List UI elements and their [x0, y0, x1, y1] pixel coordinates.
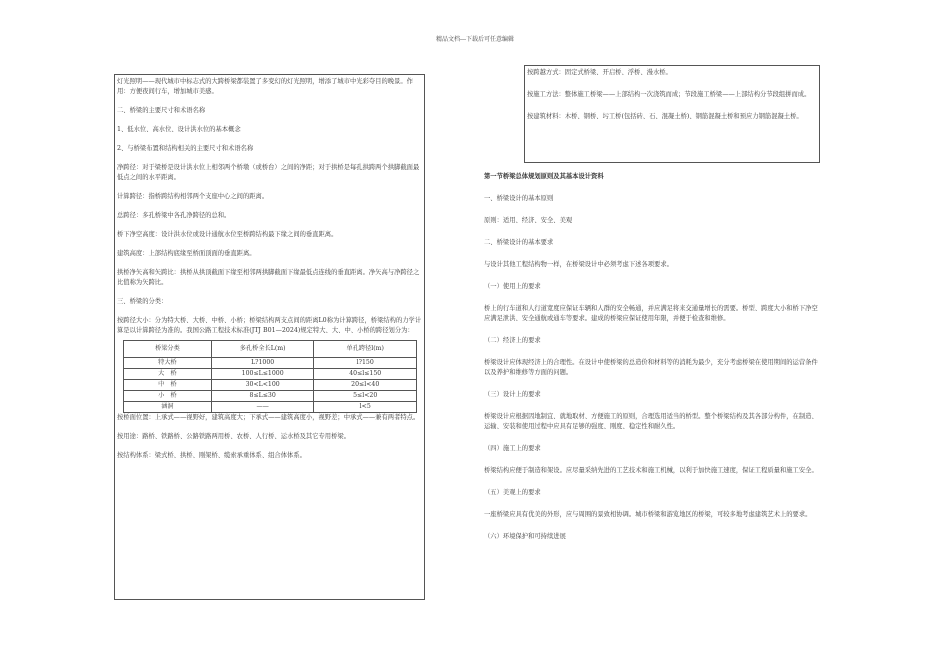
- table-header: 多孔桥全长L(m): [211, 341, 314, 358]
- section-heading: 三、桥梁的分类：: [117, 298, 168, 305]
- table-cell: 中 桥: [124, 380, 212, 391]
- paragraph: 净跨径：对于梁桥是设计洪水位上相邻两个桥墩（或桥台）之间的净距；对于拱桥是每孔拱跨两个拱脚截面最低点之间的水平距离。: [117, 164, 420, 181]
- table-cell: 特大桥: [124, 358, 212, 369]
- paragraph: 2、与桥梁布置和结构相关的主要尺寸和术语名称: [117, 145, 254, 152]
- paragraph: 按用途：路桥、铁路桥、公路铁路两用桥、农桥、人行桥、运水桥及其它专用桥梁。: [117, 433, 350, 440]
- table-row: [124, 358, 417, 369]
- subsection-heading: （二）经济上的要求: [484, 337, 541, 344]
- paragraph: 拱桥净矢高和矢跨比：拱桥从拱顶截面下缘至相邻两拱脚截面下缘最低点连线的垂直距离。净矢高与净跨径之比值称为矢跨比。: [117, 269, 420, 286]
- table-cell: 100≤L≤1000: [211, 369, 314, 380]
- subsection-heading: （五）美观上的要求: [484, 489, 541, 496]
- paragraph: 按跨径大小：分为特大桥、大桥、中桥、小桥；桥梁结构两支点间的距离L0称为计算跨径，桥梁结构的力学计算是以计算跨径为准的。我国公路工程技术标准(JTJ B01—2024)规定特大、大、中、小桥的跨径划分为：: [117, 317, 422, 334]
- table-header: 桥梁分类: [124, 341, 212, 358]
- subsection-heading: （四）施工上的要求: [484, 445, 541, 452]
- section-heading: 二、桥梁的主要尺寸和术语名称: [117, 107, 206, 114]
- table-cell: ——: [211, 402, 314, 413]
- paragraph: 建筑高度：上部结构底缘至桥面顶面的垂直距离。: [117, 250, 256, 257]
- paragraph: 总跨径：多孔桥梁中各孔净跨径的总和。: [117, 212, 231, 219]
- paragraph: 桥梁设计应体现经济上的合理性。在设计中使桥梁的总造价和材料等的消耗为最少，充分考虑桥梁在使用期间的运营条件以及养护和维修等方面的问题。: [484, 359, 818, 376]
- table-row: [124, 391, 417, 402]
- paragraph: 按施工方法：整体施工桥梁——上部结构一次浇筑而成；节段施工桥梁——上部结构分节段组拼而成。: [527, 91, 811, 98]
- paragraph: 桥梁设计应根据因地制宜、就地取材、方便施工的原则，合理选用适当的桥型。整个桥梁结构及其各部分构件，在制造、运输、安装和使用过程中应具有足够的强度、刚度、稳定性和耐久性。: [484, 413, 818, 430]
- table-cell: 小 桥: [124, 391, 212, 402]
- section-title: 第一节桥梁总体规划原则及其基本设计资料: [484, 173, 604, 180]
- table-cell: 8≤L≤30: [211, 391, 314, 402]
- subsection-heading: （三）设计上的要求: [484, 391, 541, 398]
- table-header: 单孔跨径l(m): [314, 341, 417, 358]
- table-header-row: [124, 341, 417, 358]
- paragraph: 灯光照明——现代城市中标志式的大跨桥梁都装置了多变幻的灯光照明，增添了城市中光彩夺目的晚景。作用：方便夜间行车，增加城市美感。: [117, 78, 413, 95]
- table-cell: 30<L<100: [211, 380, 314, 391]
- span-classification-table: [123, 340, 417, 413]
- paragraph: 计算跨径：指桥跨结构相邻两个支座中心之间的距离。: [117, 193, 269, 200]
- page-header: 精品文档---下载后可任意编辑: [435, 36, 515, 43]
- paragraph: 1、低水位、高水位、设计洪水位的基本概念: [117, 126, 241, 133]
- table-cell: 40≤l≤150: [314, 369, 417, 380]
- table-cell: 20≤l<40: [314, 380, 417, 391]
- table-cell: l?150: [314, 358, 417, 369]
- right-top-box: [524, 65, 820, 163]
- paragraph: 按桥面位置：上承式——视野好，建筑高度大；下承式——建筑高度小，视野差；中承式——兼有两者特点。: [117, 414, 420, 421]
- table-row: [124, 402, 417, 413]
- table-cell: l<5: [314, 402, 417, 413]
- paragraph: 原则：适用、经济、安全、美观: [484, 217, 573, 224]
- table-row: [124, 369, 417, 380]
- subsection-heading: （一）使用上的要求: [484, 283, 541, 290]
- paragraph: 按建筑材料：木桥、钢桥、圬工桥(包括砖、石、混凝土桥)、钢筋混凝土桥和预应力钢筋混凝土桥。: [527, 113, 803, 120]
- paragraph: 按跨越方式：固定式桥梁、开启桥、浮桥、漫水桥。: [527, 69, 672, 76]
- left-column: [114, 74, 425, 600]
- paragraph: 与设计其他工程结构物一样，在桥梁设计中必须考虑下述各项要求。: [484, 261, 673, 268]
- section-heading: 二、桥梁设计的基本要求: [484, 239, 554, 246]
- paragraph: 桥上的行车道和人行道宽度应保证车辆和人群的安全畅通，并应满足将来交通量增长的需要。桥型、跨度大小和桥下净空应满足泄洪、安全通航或通车等要求。建成的桥梁应保证使用年限，并便于检查和维修。: [484, 305, 818, 322]
- paragraph: 桥梁结构应便于制造和架设。应尽量采纳先进的工艺技术和施工机械，以利于加快施工速度，保证工程质量和施工安全。: [484, 467, 818, 474]
- section-heading: 一、桥梁设计的基本原则: [484, 195, 554, 202]
- table-cell: L?1000: [211, 358, 314, 369]
- table-cell: 涵洞: [124, 402, 212, 413]
- paragraph: 按结构体系：梁式桥、拱桥、刚架桥、缆索承重体系、组合体体系。: [117, 452, 306, 459]
- right-column: [484, 172, 820, 542]
- table-cell: 5≤l<20: [314, 391, 417, 402]
- table-row: [124, 380, 417, 391]
- paragraph: 桥下净空高度：设计洪水位或设计通航水位至桥跨结构最下缘之间的垂直距离。: [117, 231, 338, 238]
- subsection-heading: （六）环境保护和可持续进展: [484, 533, 566, 540]
- paragraph: 一座桥梁应具有优美的外形，应与周围的景致相协调。城市桥梁和游览地区的桥梁，可较多地考虑建筑艺术上的要求。: [484, 511, 812, 518]
- table-cell: 大 桥: [124, 369, 212, 380]
